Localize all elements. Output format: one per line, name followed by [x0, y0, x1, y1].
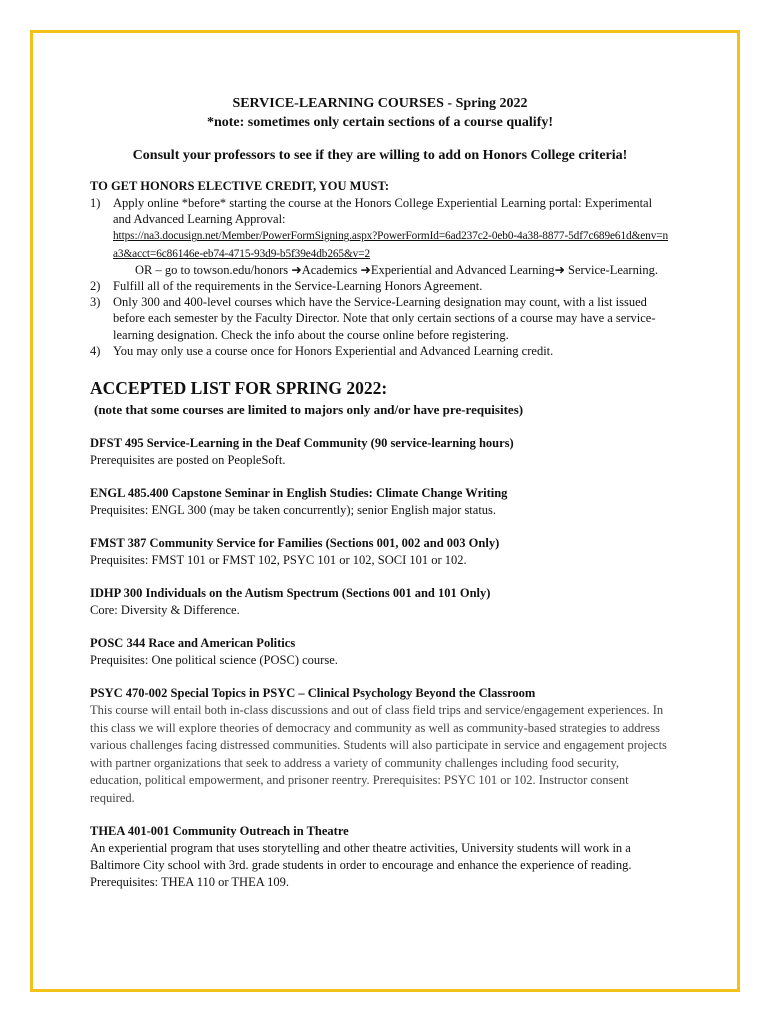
course-title: IDHP 300 Individuals on the Autism Spectrum (Sections 001 and 101 Only)	[90, 586, 491, 601]
accepted-list-title: ACCEPTED LIST FOR SPRING 2022:	[90, 378, 388, 399]
title-note: *note: sometimes only certain sections of a course qualify!	[206, 115, 554, 130]
course-title: POSC 344 Race and American Politics	[90, 636, 296, 651]
course-desc: This course will entail both in-class discussions and out of class field trips and service/engagement experiences. In this class we will explore theories of democracy and community as well as community-based strategies to address various challenges facing distressed communities. Students will also participate in service and engagement projects with partner organizations that seek to address a variety of community challenges including food security, education, political empowerment, and prisoner reentry. Prerequisites: PSYC 101 or 102. Instructor consent required.	[90, 703, 667, 805]
course-entry-idhp	[90, 585, 670, 619]
step-number: 3)	[90, 295, 101, 310]
course-desc: Prequisites: FMST 101 or FMST 102, PSYC 101 or 102, SOCI 101 or 102.	[90, 553, 467, 568]
docusign-link[interactable]: https://na3.docusign.net/Member/PowerFormSigning.aspx?PowerFormId=6ad237c2-0eb0-4a38-8877-5df7c689e61d&env=na3&acct=6c86146e-eb74-4715-93d9-b5f39e4db265&v=2	[113, 230, 669, 260]
requirements-list	[90, 195, 670, 359]
course-desc: Core: Diversity & Difference.	[90, 603, 240, 618]
list-item	[90, 195, 670, 278]
step-text: You may only use a course once for Honors Experiential and Advanced Learning credit.	[113, 343, 554, 358]
course-entry-posc	[90, 635, 670, 669]
course-entry-dfst	[90, 435, 670, 469]
course-title: THEA 401-001 Community Outreach in Theatre	[90, 824, 349, 839]
course-desc: Prequisites: One political science (POSC) course.	[90, 653, 338, 668]
alternate-route: OR – go to towson.edu/honors ➜Academics ➜Experiential and Advanced Learning➜ Service-Learning.	[135, 262, 658, 277]
course-entry-thea	[90, 823, 670, 891]
list-item	[90, 294, 670, 343]
step-text: Apply online *before* starting the course at the Honors College Experiential Learning portal: Experimental and Advanced Learning Approval:	[113, 196, 653, 227]
step-number: 4)	[90, 343, 101, 358]
page-title: SERVICE-LEARNING COURSES - Spring 2022	[232, 96, 528, 111]
step-number: 1)	[90, 196, 101, 210]
course-title: PSYC 470-002 Special Topics in PSYC – Clinical Psychology Beyond the Classroom	[90, 686, 536, 701]
course-entry-engl	[90, 485, 670, 519]
requirements-heading: TO GET HONORS ELECTIVE CREDIT, YOU MUST:	[90, 179, 390, 193]
consult-note: Consult your professors to see if they are willing to add on Honors College criteria!	[132, 148, 628, 163]
document-body	[90, 94, 670, 891]
course-title: FMST 387 Community Service for Families (Sections 001, 002 and 003 Only)	[90, 536, 500, 551]
list-item	[90, 278, 670, 294]
course-title: DFST 495 Service-Learning in the Deaf Community (90 service-learning hours)	[90, 436, 514, 451]
step-text: Fulfill all of the requirements in the Service-Learning Honors Agreement.	[113, 279, 483, 294]
step-number: 2)	[90, 279, 101, 294]
list-item	[90, 343, 670, 359]
step-text: Only 300 and 400-level courses which have the Service-Learning designation may count, with a list issued before each semester by the Faculty Director. Note that only certain sections of a course may have a service-learning designation. Check the info about the course online before registering.	[113, 295, 656, 342]
course-desc: Prequisites: ENGL 300 (may be taken concurrently); senior English major status.	[90, 503, 497, 518]
course-title: ENGL 485.400 Capstone Seminar in English Studies: Climate Change Writing	[90, 486, 508, 501]
course-entry-psyc	[90, 685, 670, 807]
course-entry-fmst	[90, 535, 670, 569]
accepted-list-note: (note that some courses are limited to majors only and/or have pre-requisites)	[94, 402, 524, 418]
course-desc: An experiential program that uses storytelling and other theatre activities, University students will work in a Baltimore City school with 3rd. grade students in order to encourage and enhance the experience of reading. Prerequisites: THEA 110 or THEA 109.	[90, 841, 632, 890]
course-desc: Prerequisites are posted on PeopleSoft.	[90, 453, 286, 468]
